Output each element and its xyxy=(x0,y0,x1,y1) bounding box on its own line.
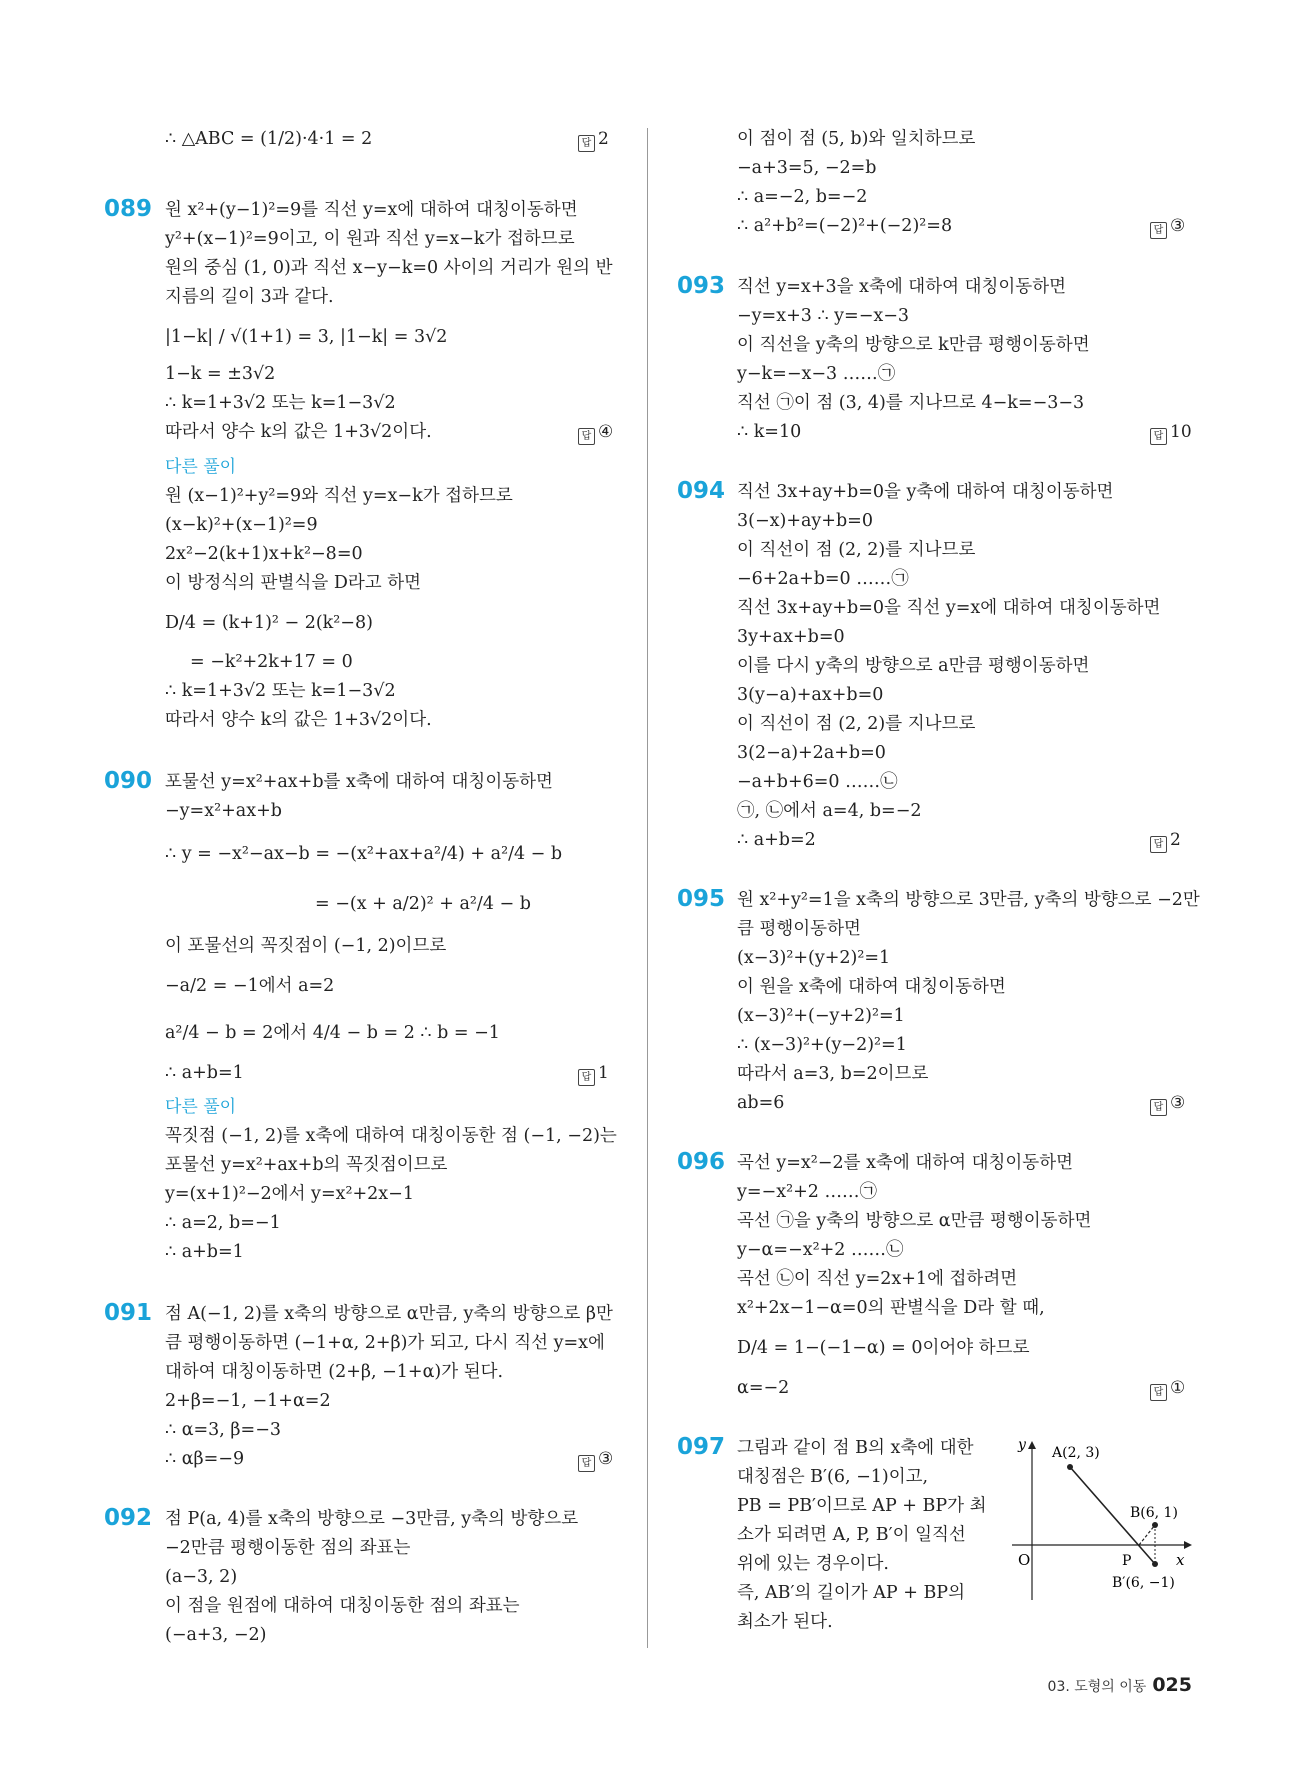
solution-line: 2x²−2(k+1)x+k²−8=0 xyxy=(165,544,363,564)
origin-label: O xyxy=(1018,1551,1031,1569)
solution-line: (x−3)²+(y+2)²=1 xyxy=(737,948,891,968)
solution-line: 원 (x−1)²+y²=9와 직선 y=x−k가 접하므로 xyxy=(165,486,513,506)
solution-line: ∴ k=10 xyxy=(737,422,802,442)
answer-value: ④ xyxy=(598,422,614,442)
problem-number: 094 xyxy=(677,478,726,504)
solution-line: PB = PB′이므로 AP + BP가 최 xyxy=(737,1496,987,1516)
solution-line: (a−3, 2) xyxy=(165,1567,238,1587)
answer-icon: 답 xyxy=(1150,222,1167,239)
answer-icon: 답 xyxy=(578,428,595,445)
solution-line: D/4 = 1−(−1−α) = 0이어야 하므로 xyxy=(737,1338,1030,1358)
solution-line: α=−2 xyxy=(737,1378,790,1398)
solution-line: y=(x+1)²−2에서 y=x²+2x−1 xyxy=(165,1184,414,1204)
solution-line: ∴ a=2, b=−1 xyxy=(165,1213,281,1233)
solution-line: D/4 = (k+1)² − 2(k²−8) xyxy=(165,613,373,633)
solution-line: 이 원을 x축에 대하여 대칭이동하면 xyxy=(737,977,1006,997)
solution-line: 그림과 같이 점 B의 x축에 대한 xyxy=(737,1438,974,1458)
solution-line: 포물선 y=x²+ax+b의 꼭짓점이므로 xyxy=(165,1155,448,1175)
y-axis-arrow xyxy=(1028,1441,1036,1449)
solution-line: −y=x+3 ∴ y=−x−3 xyxy=(737,306,910,326)
solution-line: 2+β=−1, −1+α=2 xyxy=(165,1391,331,1411)
problem-number: 090 xyxy=(104,768,153,794)
alt-solution-heading: 다른 풀이 xyxy=(165,457,237,477)
answer-mark xyxy=(578,128,609,152)
solution-line: 원의 중심 (1, 0)과 직선 x−y−k=0 사이의 거리가 원의 반 xyxy=(165,258,613,278)
solution-line: 포물선 y=x²+ax+b를 x축에 대하여 대칭이동하면 xyxy=(165,772,553,792)
solution-line: 이 직선이 점 (2, 2)를 지나므로 xyxy=(737,714,976,734)
solution-line: ∴ △ABC = (1/2)·4·1 = 2 xyxy=(165,129,373,149)
problem-number: 093 xyxy=(677,273,726,299)
solution-line: 꼭짓점 (−1, 2)를 x축에 대하여 대칭이동한 점 (−1, −2)는 xyxy=(165,1126,617,1146)
solution-line: −6+2a+b=0 ……㉠ xyxy=(737,569,909,589)
solution-line: 곡선 ㉡이 직선 y=2x+1에 접하려면 xyxy=(737,1269,1018,1289)
answer-icon: 답 xyxy=(1150,428,1167,445)
solution-line: y=−x²+2 ……㉠ xyxy=(737,1182,877,1202)
answer-mark xyxy=(578,1062,609,1086)
x-axis-arrow xyxy=(1184,1541,1192,1549)
solution-line: 큼 평행이동하면 xyxy=(737,919,861,939)
solution-line: ∴ a=−2, b=−2 xyxy=(737,187,868,207)
x-axis-label: x xyxy=(1176,1551,1185,1569)
solution-line: 이 점이 점 (5, b)와 일치하므로 xyxy=(737,129,976,149)
answer-mark xyxy=(578,1448,613,1472)
solution-line: 대하여 대칭이동하면 (2+β, −1+α)가 된다. xyxy=(165,1362,504,1382)
answer-value: ③ xyxy=(598,1449,614,1469)
problem-number: 095 xyxy=(677,886,726,912)
solution-line: = −(x + a/2)² + a²/4 − b xyxy=(315,894,531,914)
answer-icon: 답 xyxy=(578,135,595,152)
problem-number: 089 xyxy=(104,196,153,222)
problem-number: 092 xyxy=(104,1505,153,1531)
solution-line: 위에 있는 경우이다. xyxy=(737,1554,889,1574)
solution-line: ∴ y = −x²−ax−b = −(x²+ax+a²/4) + a²/4 − b xyxy=(165,844,563,864)
solution-line: 직선 y=x+3을 x축에 대하여 대칭이동하면 xyxy=(737,277,1067,297)
y-axis-label: y xyxy=(1018,1437,1026,1453)
solution-line: (x−3)²+(−y+2)²=1 xyxy=(737,1006,905,1026)
answer-mark xyxy=(1150,215,1185,239)
solution-line: 최소가 된다. xyxy=(737,1612,833,1632)
solution-line: ∴ a+b=1 xyxy=(165,1242,244,1262)
solution-line: −a+b+6=0 ……㉡ xyxy=(737,772,898,792)
solution-line: y−α=−x²+2 ……㉡ xyxy=(737,1240,904,1260)
solution-line: 이를 다시 y축의 방향으로 a만큼 평행이동하면 xyxy=(737,656,1090,676)
solution-line: ∴ a+b=2 xyxy=(737,830,816,850)
answer-value: 10 xyxy=(1170,422,1192,442)
solution-line: (−a+3, −2) xyxy=(165,1625,267,1645)
point-P-label: P xyxy=(1122,1553,1132,1569)
answer-icon: 답 xyxy=(578,1455,595,1472)
solution-line: a²/4 − b = 2에서 4/4 − b = 2 ∴ b = −1 xyxy=(165,1023,500,1043)
solution-line: ∴ k=1+3√2 또는 k=1−3√2 xyxy=(165,393,396,413)
problem-number: 091 xyxy=(104,1300,153,1326)
problem-number: 096 xyxy=(677,1149,726,1175)
answer-mark xyxy=(578,421,613,445)
solution-line: 이 방정식의 판별식을 D라고 하면 xyxy=(165,573,422,593)
answer-value: 2 xyxy=(1170,830,1181,850)
point-B-prime xyxy=(1152,1561,1158,1567)
answer-icon: 답 xyxy=(1150,1099,1167,1116)
solution-line: 점 A(−1, 2)를 x축의 방향으로 α만큼, y축의 방향으로 β만 xyxy=(165,1304,613,1324)
solution-line: −a/2 = −1에서 a=2 xyxy=(165,976,335,996)
point-A xyxy=(1067,1464,1073,1470)
segment-PB xyxy=(1139,1525,1155,1545)
solution-line: −a+3=5, −2=b xyxy=(737,158,877,178)
solution-line: ㉠, ㉡에서 a=4, b=−2 xyxy=(737,801,922,821)
answer-mark xyxy=(1150,829,1181,853)
answer-mark xyxy=(1150,421,1192,445)
solution-line: 이 포물선의 꼭짓점이 (−1, 2)이므로 xyxy=(165,936,447,956)
solution-line: 이 직선이 점 (2, 2)를 지나므로 xyxy=(737,540,976,560)
answer-value: ① xyxy=(1170,1378,1186,1398)
solution-line: 원 x²+y²=1을 x축의 방향으로 3만큼, y축의 방향으로 −2만 xyxy=(737,890,1200,910)
answer-icon: 답 xyxy=(578,1069,595,1086)
solution-line: 곡선 ㉠을 y축의 방향으로 α만큼 평행이동하면 xyxy=(737,1211,1092,1231)
page-number: 025 xyxy=(1152,1674,1192,1696)
answer-value: ③ xyxy=(1170,1093,1186,1113)
solution-line: 직선 ㉠이 점 (3, 4)를 지나므로 4−k=−3−3 xyxy=(737,393,1085,413)
figure-097 xyxy=(1012,1435,1192,1605)
solution-line: 따라서 양수 k의 값은 1+3√2이다. xyxy=(165,710,432,730)
solution-line: 3(2−a)+2a+b=0 xyxy=(737,743,886,763)
point-A-label: A(2, 3) xyxy=(1052,1445,1100,1461)
solution-line: 곡선 y=x²−2를 x축에 대하여 대칭이동하면 xyxy=(737,1153,1074,1173)
page-footer xyxy=(1048,1674,1192,1696)
solution-line: ∴ αβ=−9 xyxy=(165,1449,245,1469)
answer-value: 1 xyxy=(598,1063,609,1083)
answer-mark xyxy=(1150,1377,1185,1401)
solution-line: x²+2x−1−α=0의 판별식을 D라 할 때, xyxy=(737,1298,1045,1318)
solution-line: ∴ k=1+3√2 또는 k=1−3√2 xyxy=(165,681,396,701)
solution-line: ∴ a²+b²=(−2)²+(−2)²=8 xyxy=(737,216,953,236)
solution-line: 따라서 양수 k의 값은 1+3√2이다. xyxy=(165,422,432,442)
solution-line: 점 P(a, 4)를 x축의 방향으로 −3만큼, y축의 방향으로 xyxy=(165,1509,579,1529)
solution-line: 원 x²+(y−1)²=9를 직선 y=x에 대하여 대칭이동하면 xyxy=(165,200,578,220)
answer-value: 2 xyxy=(598,129,609,149)
problem-number: 097 xyxy=(677,1434,726,1460)
solution-line: y−k=−x−3 ……㉠ xyxy=(737,364,896,384)
solution-line: 3(−x)+ay+b=0 xyxy=(737,511,873,531)
answer-mark xyxy=(1150,1092,1185,1116)
solution-line: 큼 평행이동하면 (−1+α, 2+β)가 되고, 다시 직선 y=x에 xyxy=(165,1333,605,1353)
solution-line: ∴ a+b=1 xyxy=(165,1063,244,1083)
solution-line: ab=6 xyxy=(737,1093,785,1113)
solution-line: −2만큼 평행이동한 점의 좌표는 xyxy=(165,1538,411,1558)
column-divider xyxy=(647,128,648,1648)
chapter-title: 03. 도형의 이동 xyxy=(1047,1679,1147,1695)
answer-value: ③ xyxy=(1170,216,1186,236)
solution-line: 1−k = ±3√2 xyxy=(165,364,276,384)
point-B-label: B(6, 1) xyxy=(1130,1505,1178,1521)
solution-line: −y=x²+ax+b xyxy=(165,801,282,821)
answer-icon: 답 xyxy=(1150,836,1167,853)
point-B-prime-label: B′(6, −1) xyxy=(1112,1575,1175,1591)
point-B xyxy=(1152,1522,1158,1528)
solution-line: 즉, AB′의 길이가 AP + BP의 xyxy=(737,1583,965,1603)
solution-line: 대칭점은 B′(6, −1)이고, xyxy=(737,1467,929,1487)
solution-line: 이 직선을 y축의 방향으로 k만큼 평행이동하면 xyxy=(737,335,1090,355)
solution-line: 직선 3x+ay+b=0을 y축에 대하여 대칭이동하면 xyxy=(737,482,1114,502)
solution-line: (x−k)²+(x−1)²=9 xyxy=(165,515,318,535)
solution-line: 직선 3x+ay+b=0을 직선 y=x에 대하여 대칭이동하면 xyxy=(737,598,1161,618)
solution-line: 이 점을 원점에 대하여 대칭이동한 점의 좌표는 xyxy=(165,1596,520,1616)
alt-solution-heading: 다른 풀이 xyxy=(165,1097,237,1117)
solution-line: 따라서 a=3, b=2이므로 xyxy=(737,1064,929,1084)
solution-line: 3(y−a)+ax+b=0 xyxy=(737,685,884,705)
solution-line: y²+(x−1)²=9이고, 이 원과 직선 y=x−k가 접하므로 xyxy=(165,229,575,249)
solution-line: 3y+ax+b=0 xyxy=(737,627,845,647)
solution-line: 소가 되려면 A, P, B′이 일직선 xyxy=(737,1525,966,1545)
solution-line: ∴ (x−3)²+(y−2)²=1 xyxy=(737,1035,907,1055)
answer-icon: 답 xyxy=(1150,1384,1167,1401)
solution-line: ∴ α=3, β=−3 xyxy=(165,1420,282,1440)
solution-line: 지름의 길이 3과 같다. xyxy=(165,287,334,307)
solution-line: |1−k| / √(1+1) = 3, |1−k| = 3√2 xyxy=(165,327,448,347)
solution-line: = −k²+2k+17 = 0 xyxy=(190,652,353,672)
